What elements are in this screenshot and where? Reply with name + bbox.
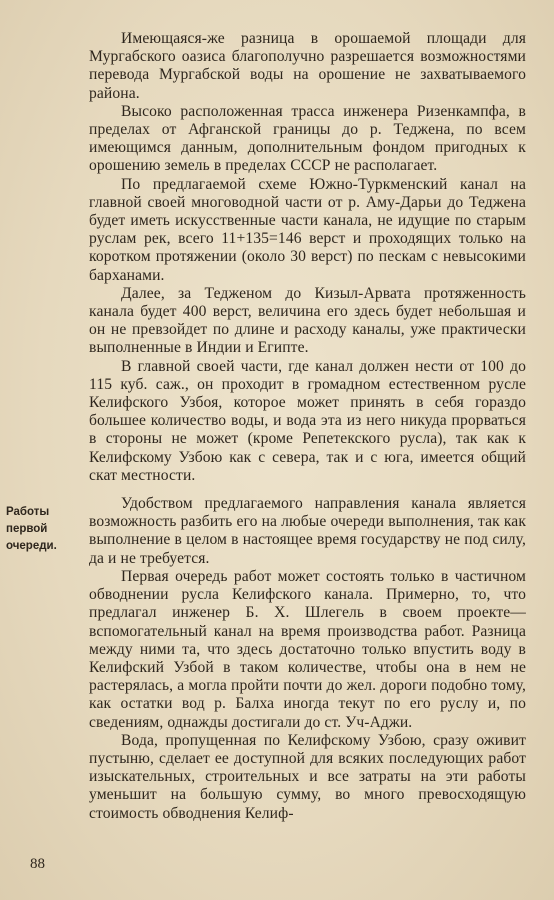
paragraph-7: Первая очередь работ может состоять только в частичном обводнении русла Келифского канала. Примерно, то, что предлагал инженер Б. Х. Шлегель в своем проекте—вспомогательный канал на время производства работ. Разница между ними та, что здесь достаточно только впустить воду в Келифский Узбой в таком количестве, чтобы она в нем не растерялась, а могла пройти почти до жел. дороги подобно тому, как остатки вод р. Балха иногда текут по его руслу и, по сведениям, однажды достигали до ст. Уч-Аджи.: [89, 567, 526, 731]
marginal-heading: Работы первой очереди.: [6, 506, 57, 552]
paragraph-4: Далее, за Тедженом до Кизыл-Арвата протяженность канала будет 400 верст, величина его здесь будет небольшая и он не превзойдет по длине и расходу каналы, уже практически выполненные в Индии и Египте.: [89, 284, 526, 357]
page-number: 88: [30, 856, 45, 872]
body-text: [89, 30, 526, 823]
paragraph-5: В главной своей части, где канал должен нести от 100 до 115 куб. саж., он проходит в громадном естественном русле Келифского Узбоя, которое может принять в себя гораздо большее количество воды, и вода эта из него никуда прорваться в стороны не может (кроме Репетекского русла), так как к Келифскому Узбою как с севера, так и с юга, имеется общий скат местности.: [89, 357, 526, 484]
paragraph-6: Удобством предлагаемого направления канала является возможность разбить его на любые очереди выполнения, так как выполнение в целом в настоящее время государству не под силу, да и не требуется.: [89, 495, 526, 567]
paragraph-1: Имеющаяся-же разница в орошаемой площади для Мургабского оазиса благополучно разрешается возможностями перевода Мургабской воды на орошение не захватываемого района.: [89, 30, 526, 102]
paragraph-2: Высоко расположенная трасса инженера Ризенкампфа, в пределах от Афганской границы до р. Теджена, по всем имеющимся данным, дополнительным фондом пригодных к орошению земель в пределах СССР не располагает.: [89, 102, 526, 175]
paragraph-3: По предлагаемой схеме Южно-Туркменский канал на главной своей многоводной части от р. Аму-Дарьи до Теджена будет иметь искусственные части канала, не идущие по старым руслам рек, всего 11+135=146 верст и проходящих только на коротком протяжении (около 30 верст) по пескам с невысокими барханами.: [89, 175, 526, 284]
paragraph-8: Вода, пропущенная по Келифскому Узбою, сразу оживит пустыню, сделает ее доступной для всяких последующих работ изыскательных, строительных и все затраты на эти работы уменьшит на большую сумму, во много превосходящую стоимость обводнения Келиф-: [89, 731, 526, 822]
